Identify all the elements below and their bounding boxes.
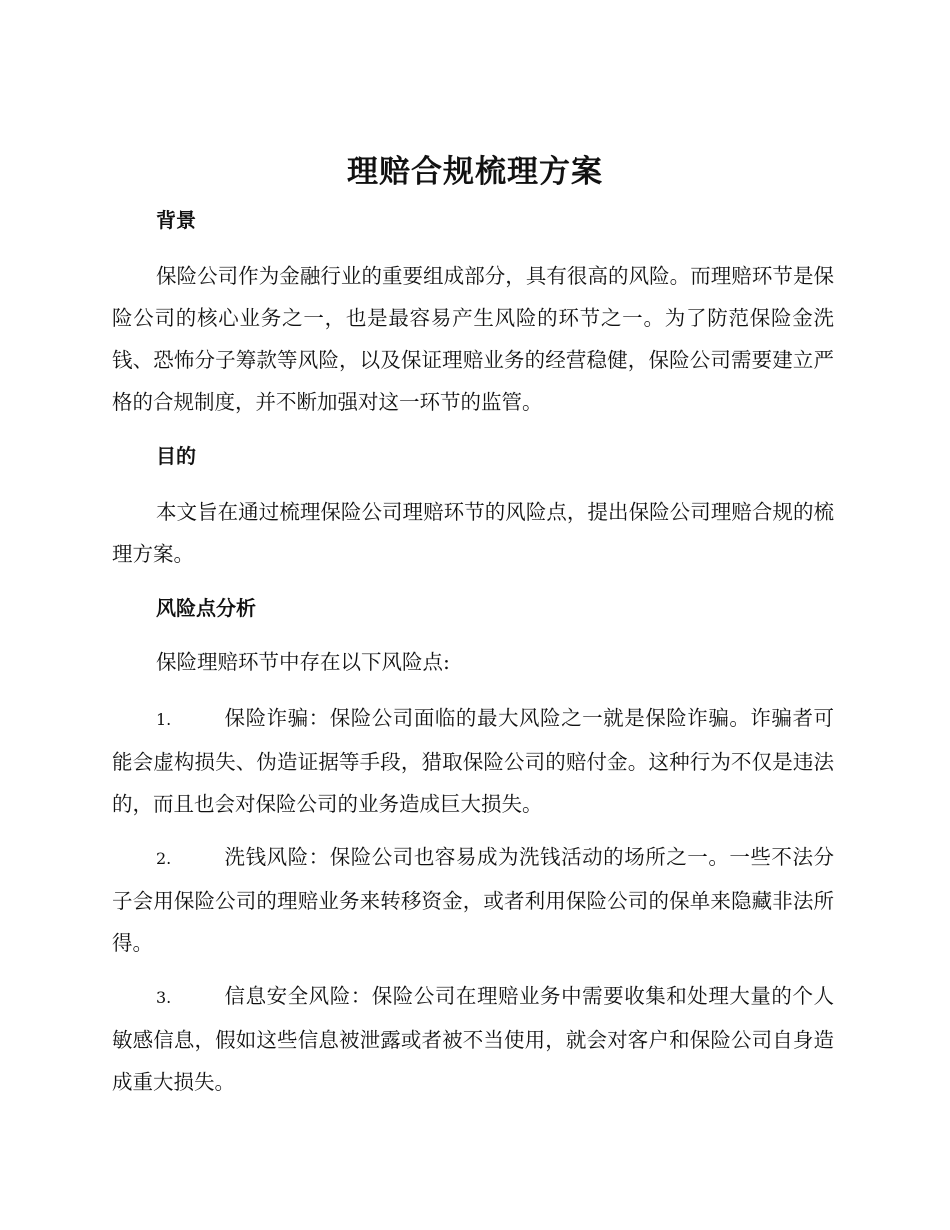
- list-item-number: 1.: [156, 710, 172, 729]
- list-item-text: 信息安全风险：保险公司在理赔业务中需要收集和处理大量的个人敏感信息，假如这些信息被泄露或者被不当使用，就会对客户和保险公司自身造成重大损失。: [112, 984, 834, 1094]
- list-item-text: 保险诈骗：保险公司面临的最大风险之一就是保险诈骗。诈骗者可能会虚构损失、伪造证据等手段，猎取保险公司的赔付金。这种行为不仅是违法的，而且也会对保险公司的业务造成巨大损失。: [112, 706, 834, 816]
- list-item-number: 3.: [156, 988, 172, 1007]
- document-title: 理赔合规梳理方案: [347, 154, 603, 190]
- list-item: [112, 697, 834, 825]
- list-item-number: 2.: [156, 849, 172, 868]
- list-item: [112, 975, 834, 1103]
- section-heading-risk-analysis: 风险点分析: [156, 596, 256, 620]
- purpose-paragraph: 本文旨在通过梳理保险公司理赔环节的风险点，提出保险公司理赔合规的梳理方案。: [112, 500, 834, 566]
- risk-intro-paragraph: 保险理赔环节中存在以下风险点:: [156, 650, 450, 674]
- section-heading-background: 背景: [156, 208, 196, 232]
- section-heading-purpose: 目的: [156, 444, 196, 468]
- list-item-text: 洗钱风险：保险公司也容易成为洗钱活动的场所之一。一些不法分子会用保险公司的理赔业务来转移资金，或者利用保险公司的保单来隐藏非法所得。: [112, 845, 834, 955]
- list-item: [112, 836, 834, 964]
- background-paragraph: 保险公司作为金融行业的重要组成部分，具有很高的风险。而理赔环节是保险公司的核心业务之一，也是最容易产生风险的环节之一。为了防范保险金洗钱、恐怖分子筹款等风险，以及保证理赔业务的经营稳健，保险公司需要建立严格的合规制度，并不断加强对这一环节的监管。: [112, 264, 834, 414]
